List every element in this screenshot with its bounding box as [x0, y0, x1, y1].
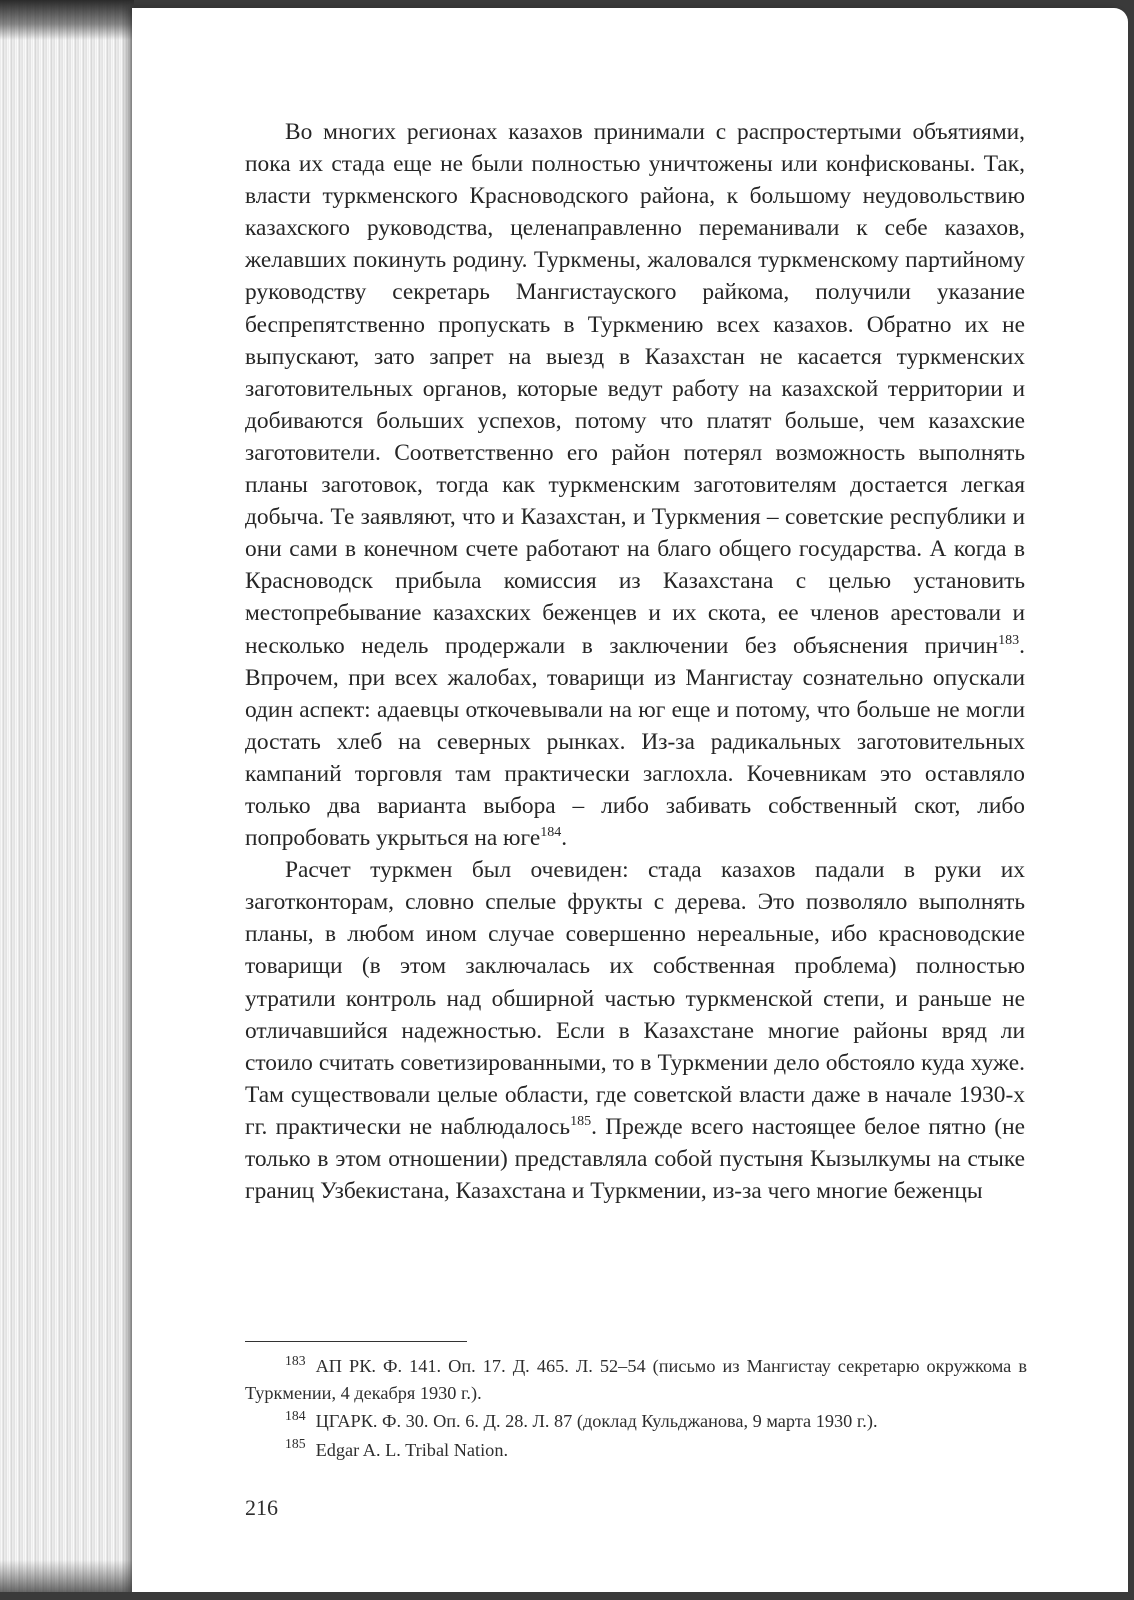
footnotes: [245, 1353, 1027, 1465]
body-text: [245, 116, 1025, 1207]
paragraph-1-text-b: . Впрочем, при всех жалобах, товарищи из Мангистау сознательно опускали один аспект: адаевцы откочевывали на юг еще и потому, что больше не могли достать хлеб на северных рынках. Из-за радикальных заготовительных кампаний торговля там практически заглохла. Кочевникам это оставляло только два варианта выбора – либо забивать собственный скот, либо попробовать укрыться на юге: [245, 632, 1025, 852]
paragraph-1: [245, 116, 1025, 854]
footnote-185: [245, 1437, 1027, 1464]
footnote-184: [245, 1408, 1027, 1435]
paragraph-1-text-c: .: [561, 825, 568, 852]
paragraph-2: [245, 854, 1025, 1207]
footnote-text: АП РК. Ф. 141. Оп. 17. Д. 465. Л. 52–54 (письмо из Мангистау секретарю окружкома в Туркмении, 4 декабря 1930 г.).: [245, 1356, 1027, 1403]
page-number: 216: [245, 1495, 278, 1520]
scan-bottom-edge: [0, 1592, 1134, 1600]
paragraph-1-text-a: Во многих регионах казахов принимали с распростертыми объятиями, пока их стада еще не были полностью уничтожены или конфискованы. Так, власти туркменского Красноводского района, к большому неудовольствию казахского руководства, целенаправленно переманивали к себе казахов, желавших покинуть родину. Туркмены, жаловался туркменскому партийному руководству секретарь Мангистауского райкома, получили указание беспрепятственно пропускать в Туркмению всех казахов. Обратно их не выпускают, зато запрет на выезд в Казахстан не касается туркменских заготовительных органов, которые ведут работу на казахской территории и добиваются больших успехов, потому что платят больше, чем казахские заготовители. Соответственно его район потерял возможность выполнять планы заготовок, тогда как туркменским заготовителям достается легкая добыча. Те заявляют, что и Казахстан, и Туркмения – советские республики и они сами в конечном счете работают на благо общего государства. А когда в Красноводск прибыла комиссия из Казахстана с целью установить местопребывание казахских беженцев и их скота, ее членов арестовали и несколько недель продержали в заключении без объяснения причин: [245, 119, 1025, 659]
footnote-183: [245, 1353, 1027, 1406]
paragraph-2-text-a: Расчет туркмен был очевиден: стада казахов падали в руки их заготконторам, словно спелые фрукты с дерева. Это позволяло выполнять планы, в любом ином случае совершенно нереальные, ибо красноводские товарищи (в этом заключалась их собственная проблема) полностью утратили контроль над обширной частью туркменской степи, и раньше не отличавшийся надежностью. Если в Казахстане многие районы вряд ли стоило считать советизированными, то в Туркмении дело обстояло куда хуже. Там существовали целые области, где советской власти даже в начале 1930-х гг. практически не наблюдалось: [245, 857, 1025, 1140]
paragraph-2-text-b: . Прежде всего настоящее белое пятно (не только в этом отношении) представляла собой пустыня Кызылкумы на стыке границ Узбекистана, Казахстана и Туркмении, из-за чего многие беженцы: [245, 1113, 1025, 1205]
footnote-text: Edgar A. L. Tribal Nation.: [315, 1439, 509, 1460]
footnote-number: 185: [285, 1436, 306, 1452]
footnote-ref-184: 184: [540, 824, 562, 841]
footnote-ref-183: 183: [998, 631, 1020, 648]
footnote-number: 184: [285, 1407, 306, 1423]
book-fore-edge: [0, 0, 134, 1600]
footnote-ref-185: 185: [570, 1113, 592, 1130]
footnote-number: 183: [285, 1352, 306, 1368]
footnote-text: ЦГАРК. Ф. 30. Оп. 6. Д. 28. Л. 87 (доклад Кульджанова, 9 марта 1930 г.).: [315, 1411, 878, 1431]
page-sheet: [132, 8, 1128, 1594]
footnote-divider: [245, 1341, 467, 1342]
